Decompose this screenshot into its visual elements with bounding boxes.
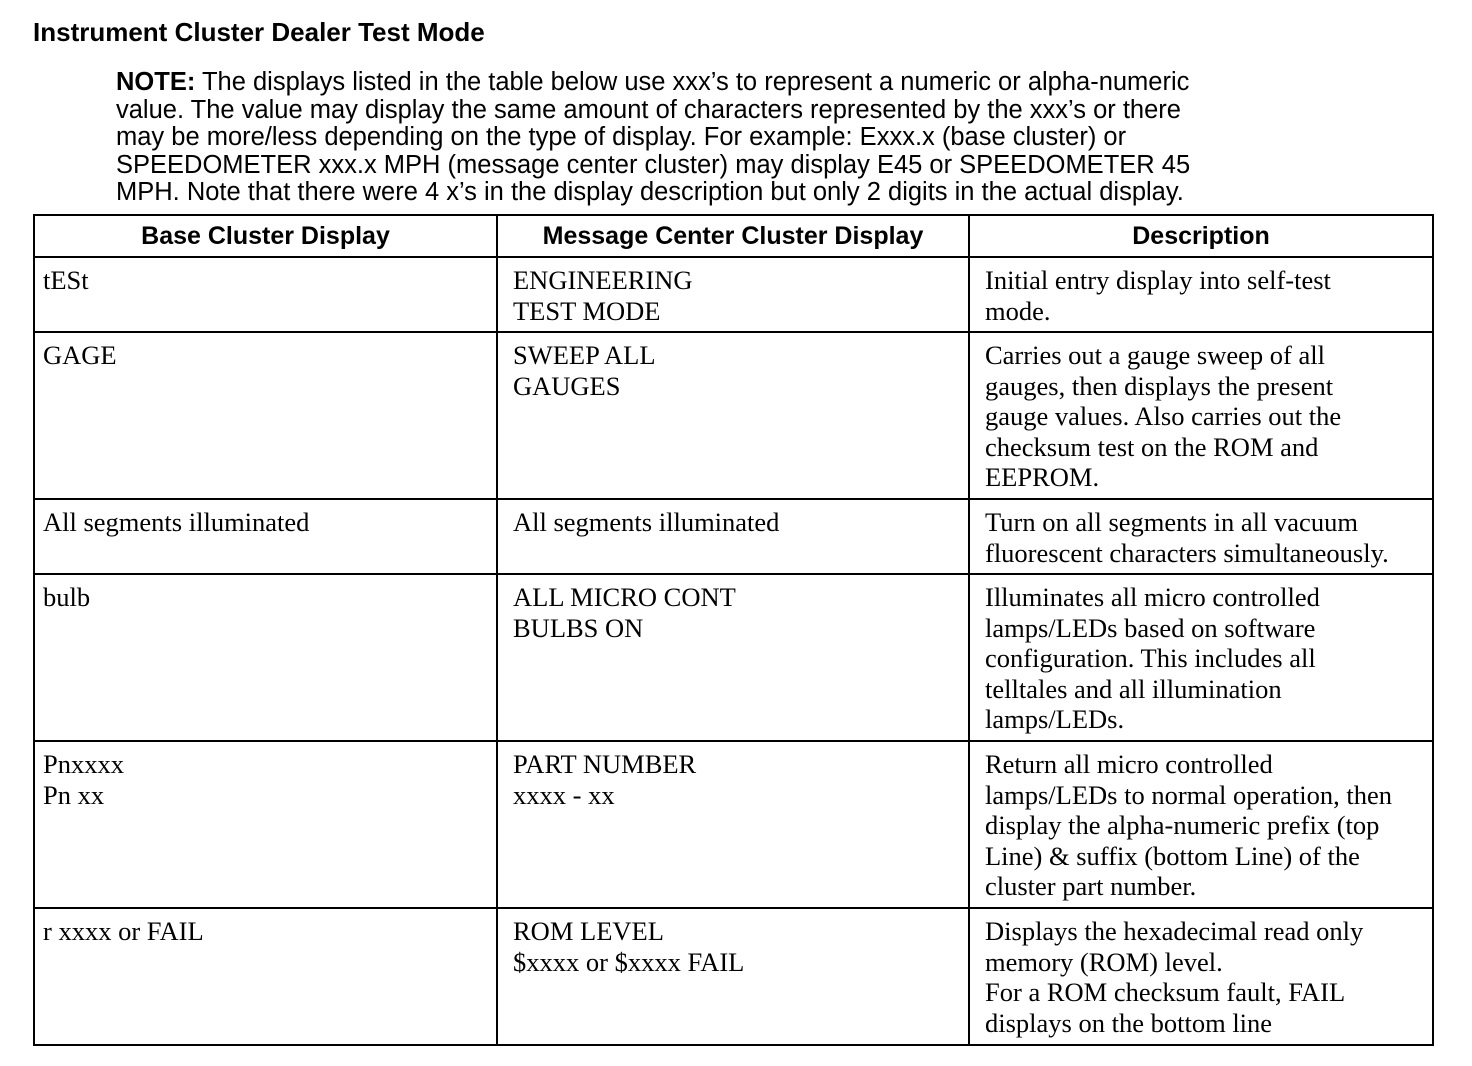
base-cluster-cell [34, 499, 497, 574]
cell-line: memory (ROM) level. [985, 946, 1223, 977]
base-cluster-cell [34, 908, 497, 1045]
cell-line: Pn xx [43, 779, 105, 810]
cell-line: telltales and all illumination [985, 673, 1282, 704]
cell-line: Turn on all segments in all vacuum [985, 507, 1358, 537]
base-cluster-cell [34, 257, 497, 332]
description-cell [969, 741, 1433, 908]
cell-line: display the alpha-numeric prefix (top [985, 810, 1380, 840]
table-header-row [34, 215, 1433, 257]
message-center-cell [497, 332, 969, 499]
description-cell [969, 908, 1433, 1045]
table-row [34, 574, 1433, 741]
cell-line: TEST MODE [513, 295, 661, 326]
cell-line: bulb [43, 582, 91, 612]
note-label: NOTE: [116, 68, 196, 96]
description-cell [969, 574, 1433, 741]
cell-line: lamps/LEDs. [985, 704, 1125, 734]
cell-line: lamps/LEDs based on software [985, 612, 1316, 643]
cell-line: GAGE [43, 340, 117, 370]
header-base-cluster-display: Base Cluster Display [34, 215, 497, 257]
cell-line: tESt [43, 265, 89, 295]
cell-line: Line) & suffix (bottom Line) of the [985, 840, 1360, 871]
table-row [34, 908, 1433, 1045]
message-center-cell [497, 499, 969, 574]
table-row [34, 332, 1433, 499]
cell-line: Carries out a gauge sweep of all [985, 340, 1325, 370]
cell-line: All segments illuminated [43, 507, 310, 537]
cell-line: PART NUMBER [513, 749, 697, 779]
cell-line: All segments illuminated [513, 507, 780, 537]
base-cluster-cell [34, 741, 497, 908]
cell-line: configuration. This includes all [985, 643, 1316, 673]
cell-line: xxxx - xx [513, 779, 615, 810]
cell-line: ENGINEERING [513, 265, 693, 295]
cell-line: For a ROM checksum fault, FAIL [985, 977, 1346, 1007]
cell-line: gauge values. Also carries out the [985, 401, 1342, 431]
cell-line: BULBS ON [513, 612, 644, 643]
cell-line: ALL MICRO CONT [513, 582, 736, 612]
message-center-cell [497, 574, 969, 741]
cell-line: gauges, then displays the present [985, 370, 1334, 401]
cell-line: lamps/LEDs to normal operation, then [985, 779, 1392, 810]
cell-line: Displays the hexadecimal read only [985, 916, 1364, 946]
cell-line: GAUGES [513, 370, 621, 401]
cell-line: $xxxx or $xxxx FAIL [513, 946, 745, 977]
note-line: may be more/less depending on the type of display. For example: Exxx.x (base cluster) or [116, 123, 1127, 151]
cell-line: Pnxxxx [43, 749, 124, 779]
message-center-cell [497, 257, 969, 332]
cell-line: Initial entry display into self-test [985, 265, 1331, 295]
note-line-text: The displays listed in the table below use xxx’s to represent a numeric or alpha-numeric [195, 68, 1190, 96]
table-row [34, 741, 1433, 908]
cell-line: cluster part number. [985, 871, 1197, 901]
cell-line: r xxxx or FAIL [43, 916, 204, 946]
note-line: MPH. Note that there were 4 x’s in the display description but only 2 digits in the actual display. [116, 178, 1184, 206]
header-message-center-cluster-display: Message Center Cluster Display [497, 215, 969, 257]
cell-line: mode. [985, 295, 1051, 326]
test-mode-table [33, 214, 1434, 1046]
header-description: Description [969, 215, 1433, 257]
cell-line: displays on the bottom line [985, 1007, 1273, 1038]
cell-line: Return all micro controlled [985, 749, 1273, 779]
description-cell [969, 332, 1433, 499]
description-cell [969, 257, 1433, 332]
cell-line: Illuminates all micro controlled [985, 582, 1320, 612]
table-row [34, 257, 1433, 332]
base-cluster-cell [34, 332, 497, 499]
note-line: value. The value may display the same amount of characters represented by the xxx’s or there [116, 95, 1181, 124]
description-cell [969, 499, 1433, 574]
cell-line: fluorescent characters simultaneously. [985, 537, 1389, 568]
table-row [34, 499, 1433, 574]
note-paragraph [116, 69, 1376, 207]
base-cluster-cell [34, 574, 497, 741]
cell-line: SWEEP ALL [513, 340, 656, 370]
note-line [116, 69, 1376, 97]
note-line: SPEEDOMETER xxx.x MPH (message center cluster) may display E45 or SPEEDOMETER 45 [116, 150, 1191, 179]
cell-line: ROM LEVEL [513, 916, 664, 946]
cell-line: checksum test on the ROM and [985, 431, 1319, 462]
page-title: Instrument Cluster Dealer Test Mode [33, 17, 485, 47]
message-center-cell [497, 741, 969, 908]
cell-line: EEPROM. [985, 462, 1100, 492]
message-center-cell [497, 908, 969, 1045]
